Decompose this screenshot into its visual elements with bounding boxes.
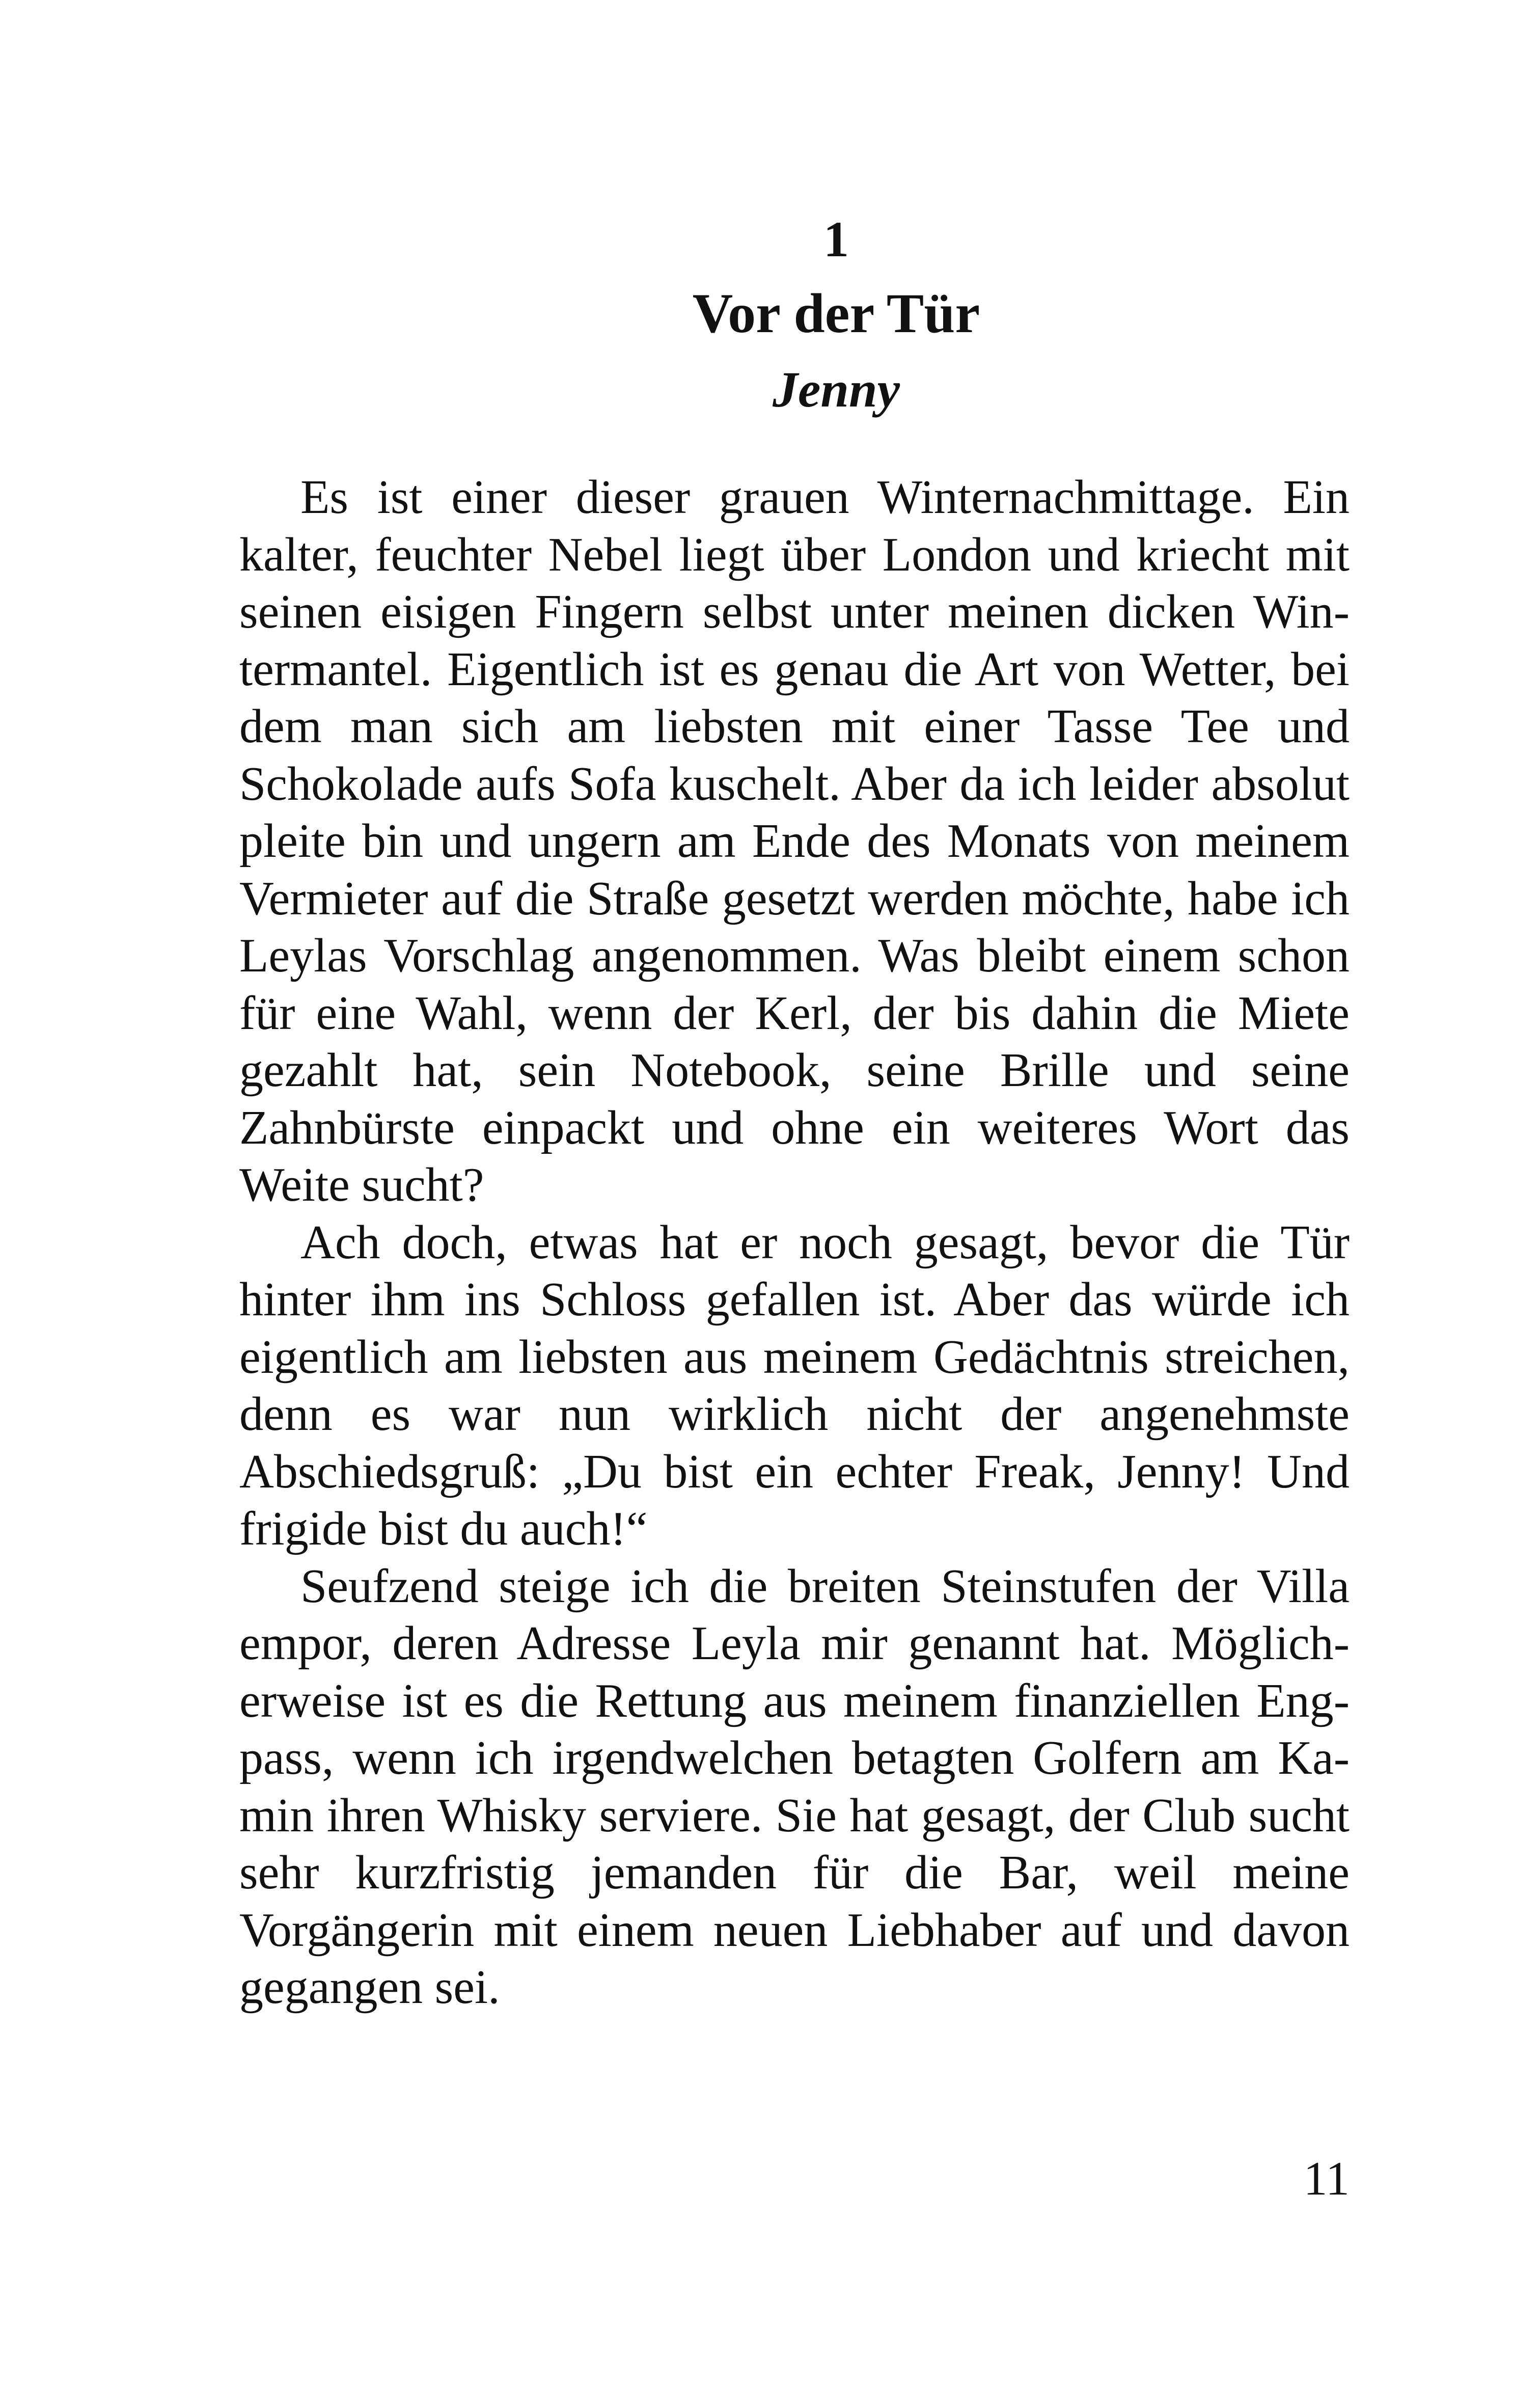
paragraph: Seufzend steige ich die breiten Steinstufen der Villa empor, deren Adresse Leyla mir genannt hat. Möglicherweise ist es die Rettung aus meinem finanziellen Engpass, wenn ich irgendwelchen betagten Golfern am Kamin ihren Whisky serviere. Sie hat gesagt, der Club sucht sehr kurzfristig jemanden für die Bar, weil meine Vorgängerin mit einem neuen Liebhaber auf und davon gegangen sei. xyxy=(239,1559,1350,2014)
chapter-number: 1 xyxy=(823,211,849,267)
chapter-body xyxy=(239,469,1350,2016)
paragraph: Es ist einer dieser grauen Winternachmittage. Ein kalter, feuchter Nebel liegt über London und kriecht mit seinen eisigen Fingern selbst unter meinen dicken Wintermantel. Eigentlich ist es genau die Art von Wetter, bei dem man sich am liebsten mit einer Tasse Tee und Schokolade aufs Sofa kuschelt. Aber da ich leider absolut pleite bin und ungern am Ende des Monats von meinem Vermieter auf die Straße gesetzt werden möchte, habe ich Leylas Vorschlag angenommen. Was bleibt einem schon für eine Wahl, wenn der Kerl, der bis dahin die Miete gezahlt hat, sein Notebook, seine Brille und seine Zahnbürste einpackt und ohne ein weiteres Wort das Weite sucht? xyxy=(239,471,1350,1211)
paragraph: Ach doch, etwas hat er noch gesagt, bevor die Tür hinter ihm ins Schloss gefallen ist. Aber das würde ich eigentlich am liebsten aus meinem Gedächtnis streichen, denn es war nun wirklich nicht der angenehmste Abschiedsgruß: „Du bist ein echter Freak, Jenny! Und frigide bist du auch!“ xyxy=(239,1215,1350,1555)
page-number: 11 xyxy=(1303,2152,1350,2205)
chapter-title: Vor der Tür xyxy=(692,282,980,344)
chapter-narrator: Jenny xyxy=(773,361,900,418)
